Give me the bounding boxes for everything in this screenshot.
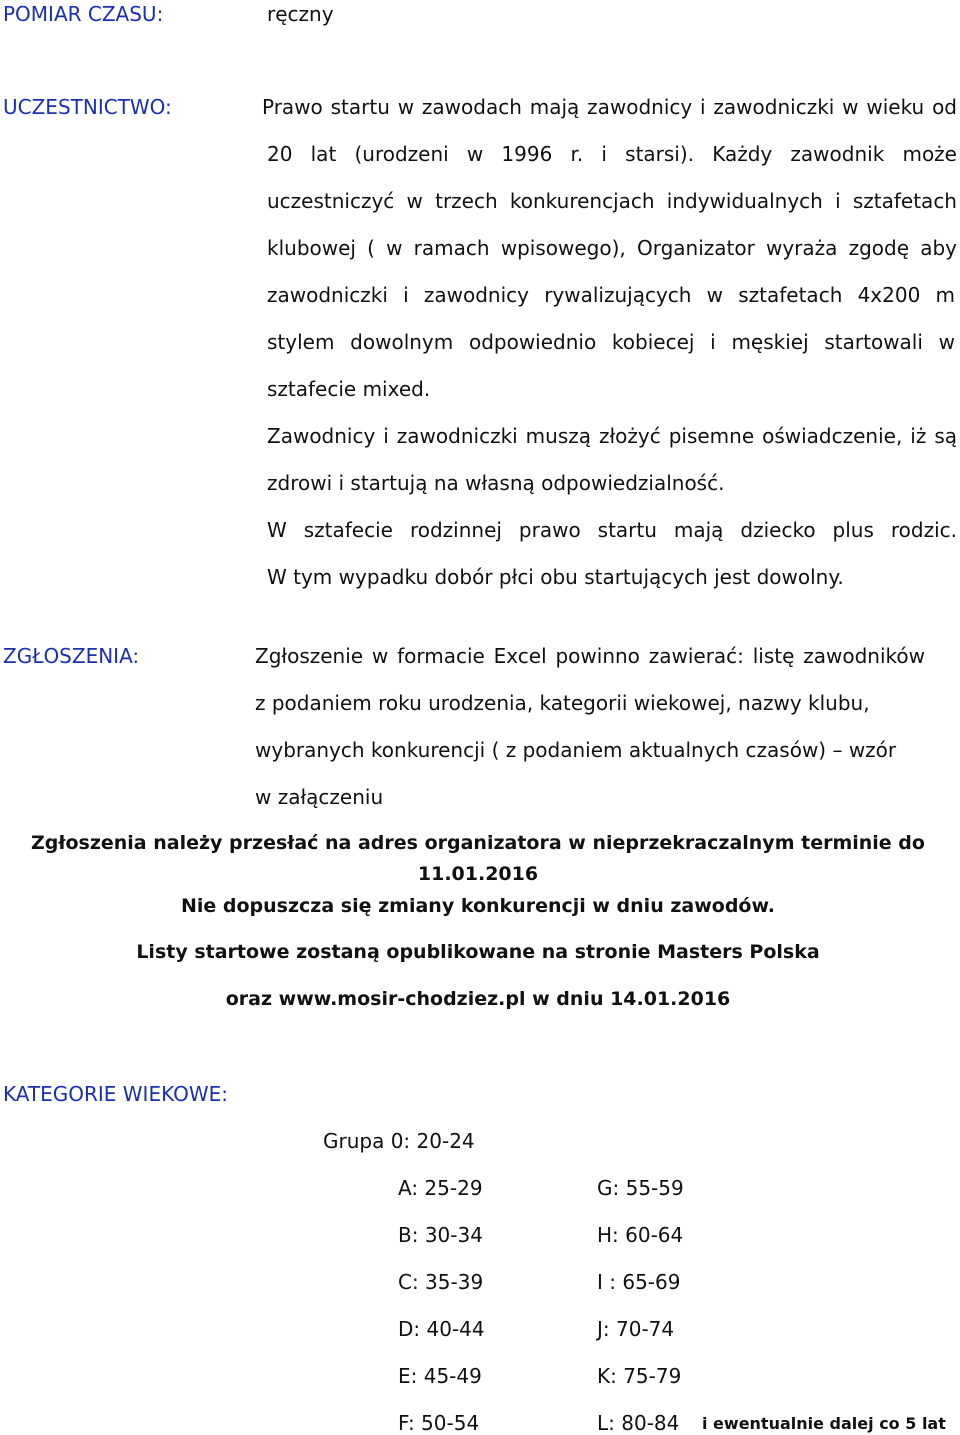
age-category: A: 25-29 [398, 1176, 483, 1200]
paragraph-line: zdrowi i startują na własną odpowiedzialność. [267, 471, 725, 495]
age-category: F: 50-54 [398, 1411, 480, 1435]
start-lists-notice: Listy startowe zostaną opublikowane na stronie Masters Polska [136, 941, 820, 963]
paragraph-line: 20 lat (urodzeni w 1996 r. i starsi). Każdy zawodnik może [267, 142, 957, 166]
age-category: H: 60-64 [597, 1223, 684, 1247]
paragraph-line: w załączeniu [255, 785, 384, 809]
paragraph-line: Zawodnicy i zawodniczki muszą złożyć pisemne oświadczenie, iż są [267, 424, 957, 448]
paragraph-line: wybranych konkurencji ( z podaniem aktualnych czasów) – wzór [255, 738, 897, 762]
zgloszenia-label: ZGŁOSZENIA: [3, 644, 140, 668]
age-category: J: 70-74 [597, 1317, 675, 1341]
age-category: E: 45-49 [398, 1364, 482, 1388]
paragraph-line: zawodniczki i zawodnicy rywalizujących w sztafetach 4x200 m [267, 283, 955, 307]
pomiar-label: POMIAR CZASU: [3, 2, 164, 26]
age-category: B: 30-34 [398, 1223, 483, 1247]
paragraph-line: W sztafecie rodzinnej prawo startu mają dziecko plus rodzic. [267, 518, 957, 542]
pomiar-value: ręczny [267, 2, 334, 26]
uczestnictwo-label: UCZESTNICTWO: [3, 95, 172, 119]
paragraph-line: W tym wypadku dobór płci obu startujących jest dowolny. [267, 565, 844, 589]
age-category: I : 65-69 [597, 1270, 681, 1294]
paragraph-line: klubowej ( w ramach wpisowego), Organizator wyraża zgodę aby [267, 236, 957, 260]
paragraph-line: z podaniem roku urodzenia, kategorii wiekowej, nazwy klubu, [255, 691, 870, 715]
kategorie-label: KATEGORIE WIEKOWE: [3, 1082, 228, 1106]
paragraph-line: sztafecie mixed. [267, 377, 431, 401]
no-changes-notice: Nie dopuszcza się zmiany konkurencji w dniu zawodów. [180, 895, 776, 917]
age-category: D: 40-44 [398, 1317, 485, 1341]
age-category: C: 35-39 [398, 1270, 484, 1294]
age-category-note: i ewentualnie dalej co 5 lat [702, 1414, 946, 1433]
paragraph-line: stylem dowolnym odpowiednio kobiecej i męskiej startowali w [267, 330, 955, 354]
age-category: L: 80-84 [597, 1411, 680, 1435]
age-category: G: 55-59 [597, 1176, 684, 1200]
deadline-date: 11.01.2016 [417, 863, 539, 885]
publication-notice: oraz www.mosir-chodziez.pl w dniu 14.01.2016 [225, 988, 731, 1010]
paragraph-line: Prawo startu w zawodach mają zawodnicy i zawodniczki w wieku od [262, 95, 957, 119]
paragraph-line: uczestniczyć w trzech konkurencjach indywidualnych i sztafetach [267, 189, 957, 213]
deadline-line: Zgłoszenia należy przesłać na adres organizatora w nieprzekraczalnym terminie do [31, 832, 925, 854]
paragraph-line: Zgłoszenie w formacie Excel powinno zawierać: listę zawodników [255, 644, 925, 668]
age-category: K: 75-79 [597, 1364, 682, 1388]
group-0: Grupa 0: 20-24 [323, 1129, 475, 1153]
